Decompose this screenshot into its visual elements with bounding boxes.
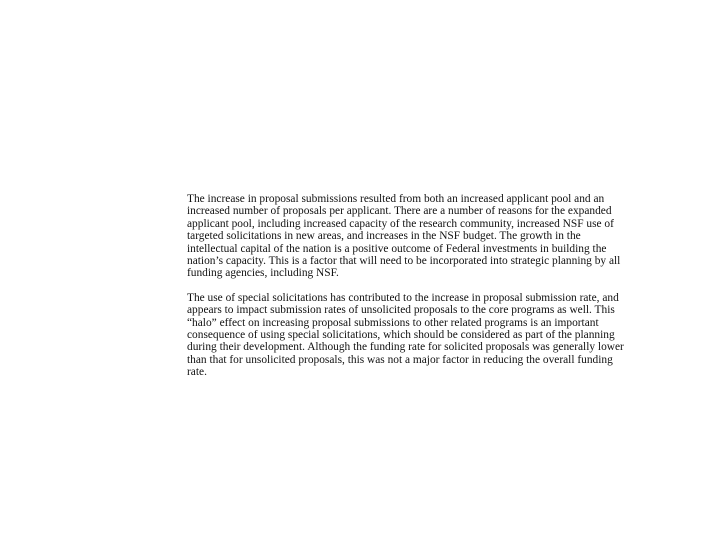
text-line: appears to impact submission rates of unsolicited proposals to the core programs as well. This xyxy=(187,304,615,317)
paragraph-proposal-submissions xyxy=(187,193,627,280)
text-line: targeted solicitations in new areas, and increases in the NSF budget. The growth in the xyxy=(187,230,581,243)
text-line: The use of special solicitations has contributed to the increase in proposal submission rate, and xyxy=(187,291,619,304)
text-line: consequence of using special solicitations, which should be considered as part of the planning xyxy=(187,328,615,341)
document-body xyxy=(187,193,627,378)
text-line: applicant pool, including increased capacity of the research community, increased NSF use of xyxy=(187,217,614,230)
text-line: “halo” effect on increasing proposal submissions to other related programs is an important xyxy=(187,316,599,329)
paragraph-special-solicitations xyxy=(187,292,627,379)
text-line: during their development. Although the funding rate for solicited proposals was generally lower xyxy=(187,341,624,354)
text-line: rate. xyxy=(187,366,207,379)
text-line: than that for unsolicited proposals, this was not a major factor in reducing the overall funding xyxy=(187,353,613,366)
text-line: increased number of proposals per applicant. There are a number of reasons for the expanded xyxy=(187,205,612,218)
text-line: intellectual capital of the nation is a positive outcome of Federal investments in building the xyxy=(187,242,607,255)
text-line: The increase in proposal submissions resulted from both an increased applicant pool and an xyxy=(187,193,605,205)
text-line: nation’s capacity. This is a factor that will need to be incorporated into strategic planning by all xyxy=(187,254,621,267)
text-line: funding agencies, including NSF. xyxy=(187,267,339,280)
